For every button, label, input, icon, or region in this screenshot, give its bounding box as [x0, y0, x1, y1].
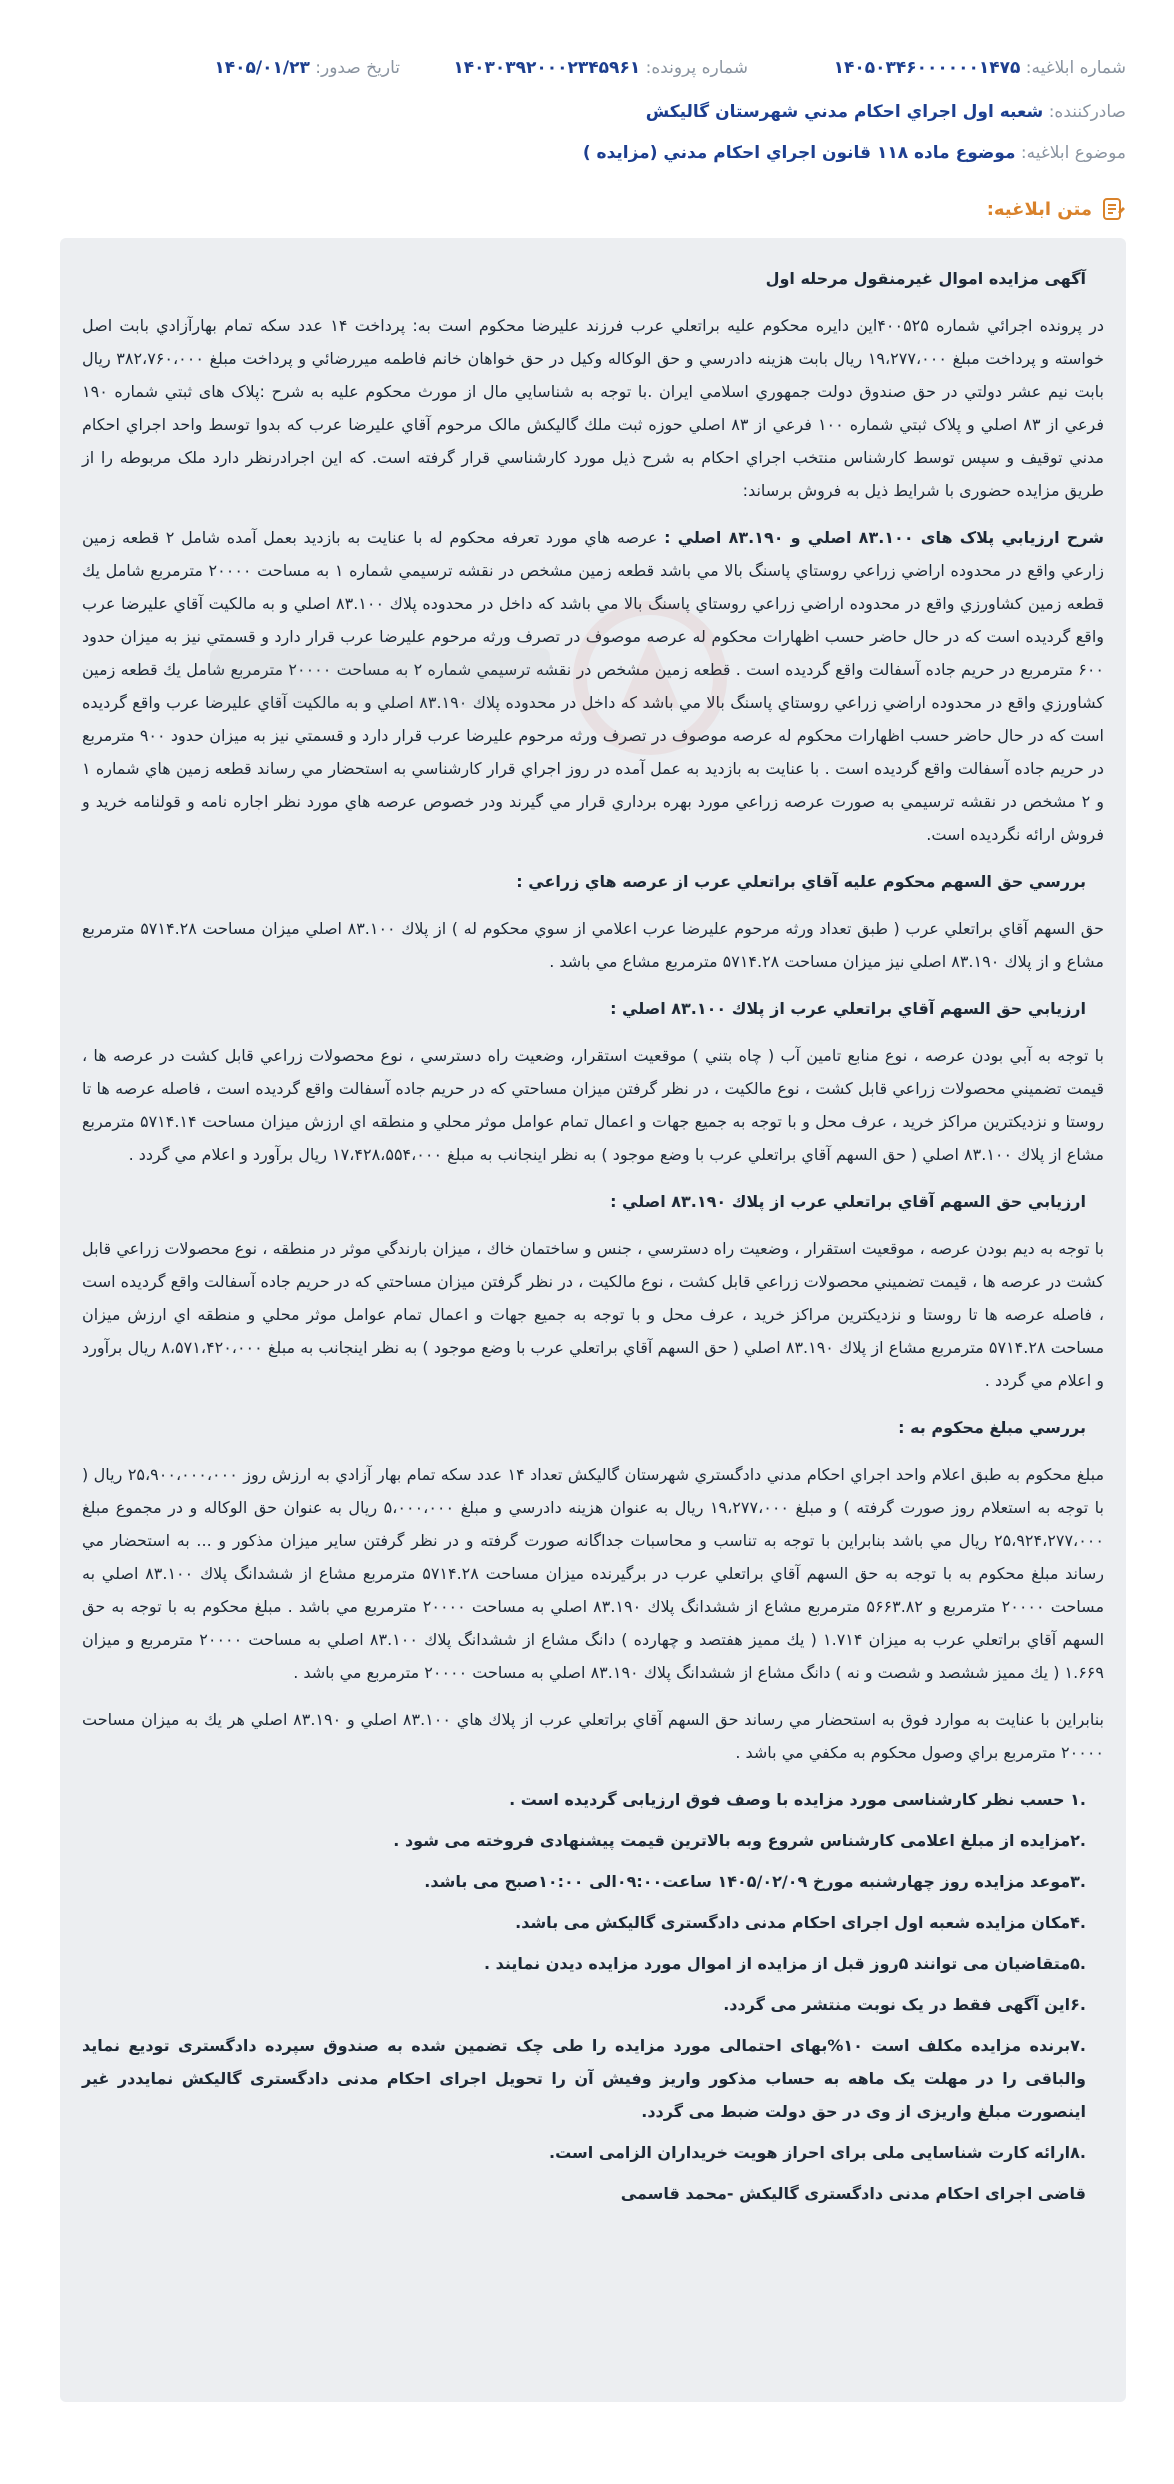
- paragraph-case-intro: در پرونده اجرائي شماره ۴۰۰۵۲۵اين دايره محكوم عليه براتعلي عرب فرزند عليرضا محكوم است به: پرداخت ۱۴ عدد سكه تمام بهارآزادي بابت اصل خواسته و پرداخت مبلغ ۱۹،۲۷۷،۰۰۰ ريال بابت هزينه دادرسي و حق الوكاله وكيل در حق خواهان خانم فاطمه ميررضائي و پرداخت مبلغ ۳۸۲،۷۶۰،۰۰۰ ريال بابت نيم عشر دولتي در حق صندوق دولت جمهوري اسلامي ايران .با توجه به شناسايي مال از مورث محكوم عليه به شرح :پلاک های ثبتي شماره ۱۹۰ فرعي از ۸۳ اصلي و پلاک ثبتي شماره ۱۰۰ فرعي از ۸۳ اصلي حوزه ثبت ملك گاليكش مالک مرحوم آقاي عليرضا عرب که بدوا توسط واحد اجراي احكام مدني توقيف و سپس توسط كارشناس منتخب اجراي احكام به شرح ذيل مورد كارشناسي قرار گرفته است. که این اجرادرنظر دارد ملک مربوطه را از طریق مزایده حضوری با شرایط ذیل به فروش برساند:: [82, 316, 1105, 500]
- paragraph-judgment-amount: مبلغ محكوم به طبق اعلام واحد اجراي احكام مدني دادگستري شهرستان گاليكش تعداد ۱۴ عدد سكه تمام بهار آزادي به ارزش روز ۲۵،۹۰۰،۰۰۰،۰۰۰ ريال ( با توجه به استعلام روز صورت گرفته ) و مبلغ ۱۹،۲۷۷،۰۰۰ ريال به عنوان هزينه دادرسي و مبلغ ۵،۰۰۰،۰۰۰ ريال به عنوان حق الوكاله و در مجموع مبلغ ۲۵،۹۲۴،۲۷۷،۰۰۰ ريال مي باشد بنابراين با توجه به تناسب و محاسبات جداگانه صورت گرفته و در نظر گرفتن ساير ميزان مذكور و ... به استحضار مي رساند مبلغ محكوم به با توجه به حق السهم آقاي براتعلي عرب در برگيرنده ميزان مساحت ۵۷۱۴.۲۸ مترمربع مشاع از ششدانگ پلاك ۸۳.۱۰۰ اصلي به مساحت ۲۰۰۰۰ مترمربع و ۵۶۶۳.۸۲ مترمربع مشاع از ششدانگ پلاك ۸۳.۱۹۰ اصلي به مساحت ۲۰۰۰۰ مترمربع مي باشد . مبلغ محكوم به با توجه به حق السهم آقاي براتعلي عرب به ميزان ۱.۷۱۴ ( يك مميز هفتصد و چهارده ) دانگ مشاع از ششدانگ پلاك ۸۳.۱۰۰ اصلي به مساحت ۲۰۰۰۰ مترمربع و ميزان ۱.۶۶۹ ( يك مميز ششصد و شصت و نه ) دانگ مشاع از ششدانگ پلاك ۸۳.۱۹۰ اصلي به مساحت ۲۰۰۰۰ مترمربع مي باشد .: [82, 1465, 1105, 1682]
- condition-item: .۲مزایده از مبلغ اعلامی کارشناس شروع وبه بالاترین قیمت پیشنهادی فروخته می شود .: [393, 1831, 1086, 1850]
- condition-item: .۱ حسب نظر کارشناسی مورد مزایده با وصف فوق ارزیابی گردیده است .: [509, 1790, 1086, 1809]
- paragraph-plots-description: [82, 521, 1104, 851]
- plot-190-valuation-heading: ارزيابي حق السهم آقاي براتعلي عرب از پلاك ۸۳.۱۹۰ اصلي :: [610, 1192, 1086, 1211]
- share-review-heading: بررسي حق السهم محكوم عليه آقاي براتعلي عرب از عرصه هاي زراعي :: [516, 872, 1086, 891]
- document-icon: [1100, 196, 1126, 222]
- header-row: [48, 58, 1126, 84]
- subject-value: موضوع ماده ۱۱۸ قانون اجراي احكام مدني (مزايده ): [582, 143, 1016, 163]
- notice-body-panel: [60, 238, 1126, 2402]
- paragraph-conclusion: بنابراين با عنايت به موارد فوق به استحضار مي رساند حق السهم آقاي براتعلي عرب از پلاك هاي ۸۳.۱۰۰ اصلي و ۸۳.۱۹۰ اصلي هر يك به ميزان مساحت ۲۰۰۰۰ مترمربع براي وصول محكوم به مكفي مي باشد .: [82, 1710, 1105, 1762]
- notice-text-title: [987, 196, 1126, 222]
- issuer-label: صادرکننده:: [1048, 102, 1126, 122]
- case-number-value: ۱۴۰۳۰۳۹۲۰۰۰۲۳۴۵۹۶۱: [453, 58, 641, 78]
- signature: قاضی اجرای احکام مدنی دادگستری گالیکش -محمد قاسمی: [620, 2184, 1086, 2203]
- issue-date-value: ۱۴۰۵/۰۱/۲۳: [214, 58, 310, 78]
- paragraph-share-review: حق السهم آقاي براتعلي عرب ( طبق تعداد ورثه مرحوم عليرضا عرب اعلامي از سوي محكوم له ) از پلاك ۸۳.۱۰۰ اصلي ميزان مساحت ۵۷۱۴.۲۸ مترمربع مشاع و از پلاك ۸۳.۱۹۰ اصلي نيز ميزان مساحت ۵۷۱۴.۲۸ مترمربع مشاع مي باشد .: [82, 919, 1105, 971]
- notice-number: [834, 58, 1126, 78]
- condition-item: .۳موعد مزایده روز چهارشنبه مورخ ۱۴۰۵/۰۲/۰۹ ساعت۰۹:۰۰الی ۱۰:۰۰صبح می باشد.: [424, 1872, 1086, 1891]
- notice-document: [82, 262, 1104, 2210]
- condition-item: .۵متقاضیان می توانند ۵روز قبل از مزایده از اموال مورد مزایده دیدن نمایند .: [483, 1954, 1086, 1973]
- paragraph-plot-100-valuation: با توجه به آبي بودن عرصه ، نوع منابع تامين آب ( چاه بتني ) موقعيت استقرار، وضعيت راه دسترسي ، نوع محصولات زراعي قابل كشت در عرصه ها ، قيمت تضميني محصولات زراعي قابل كشت ، نوع مالكيت ، در نظر گرفتن ميزان مساحتي كه در حريم جاده آسفالت واقع گرديده است ، فاصله عرصه ها تا روستا و نزديكترين مراكز خريد ، عرف محل و با توجه به جميع جهات و اعمال تمام عوامل موثر محلي و منطقه اي ارزش ميزان مساحت ۵۷۱۴.۱۴ مترمربع مشاع از پلاك ۸۳.۱۰۰ اصلي ( حق السهم آقاي براتعلي عرب با وضع موجود ) به نظر اينجانب به مبلغ ۱۷،۴۲۸،۵۵۴،۰۰۰ ريال برآورد و اعلام مي گردد .: [82, 1046, 1105, 1164]
- issuer-value: شعبه اول اجراي احكام مدني شهرستان گاليكش: [645, 102, 1044, 122]
- plots-description-text: عرصه هاي مورد تعرفه محكوم له با عنايت به بازديد بعمل آمده شامل ۲ قطعه زمين زارعي واقع در محدوده اراضي زراعي روستاي پاسنگ بالا مي باشد قطعه زمين مشخص در نقشه ترسيمي شماره ۱ به مساحت ۲۰۰۰۰ مترمربع شامل يك قطعه زمين كشاورزي واقع در محدوده اراضي زراعي روستاي پاسنگ بالا مي باشد كه داخل در محدوده پلاك ۸۳.۱۰۰ اصلي و به مالكيت آقاي عليرضا عرب واقع گرديده است كه در حال حاضر حسب اظهارات محكوم له عرصه موصوف در تصرف ورثه مرحوم عليرضا عرب قرار دارد و قسمتي نيز به ميزان حدود ۶۰۰ مترمربع در حريم جاده آسفالت واقع گرديده است . قطعه زمين مشخص در نقشه ترسيمي شماره ۲ به مساحت ۲۰۰۰۰ مترمربع شامل يك قطعه زمين كشاورزي واقع در محدوده اراضي زراعي روستاي پاسنگ بالا مي باشد كه داخل در محدوده پلاك ۸۳.۱۹۰ اصلي و به مالكيت آقاي عليرضا عرب واقع گرديده است كه در حال حاضر حسب اظهارات محكوم له عرصه موصوف در تصرف ورثه مرحوم عليرضا عرب قرار دارد و قسمتي نيز به ميزان حدود ۹۰۰ مترمربع در حريم جاده آسفالت واقع گرديده است . با عنايت به بازديد به عمل آمده در روز اجراي قرار كارشناسي به استحضار مي رساند قطعه زمين هاي شماره ۱ و ۲ مشخص در نقشه ترسيمي به صورت عرصه زراعي مورد بهره برداري قرار مي گيرند ودر خصوص عرصه هاي مورد نظر اجاره نامه و قولنامه خريد و فروش ارائه نگرديده است.: [82, 528, 1105, 844]
- plot-100-valuation-heading: ارزيابي حق السهم آقاي براتعلي عرب از پلاك ۸۳.۱۰۰ اصلي :: [610, 999, 1086, 1018]
- issuer-row: [48, 102, 1126, 122]
- issue-date: [214, 58, 400, 78]
- paragraph-plot-190-valuation: با توجه به ديم بودن عرصه ، موقعيت استقرار ، وضعيت راه دسترسي ، جنس و ساختمان خاك ، ميزان بارندگي موثر در منطقه ، نوع محصولات زراعي قابل كشت در عرصه ها ، قيمت تضميني محصولات زراعي قابل كشت ، نوع مالكيت ، در نظر گرفتن ميزان مساحتي كه در حريم جاده آسفالت واقع گرديده است ، فاصله عرصه ها تا روستا و نزديكترين مراكز خريد ، عرف محل و با توجه به جميع جهات و اعمال تمام عوامل موثر محلي و منطقه اي ارزش ميزان مساحت ۵۷۱۴.۲۸ مترمربع مشاع از پلاك ۸۳.۱۹۰ اصلي ( حق السهم آقاي براتعلي عرب با وضع موجود ) به نظر اينجانب به مبلغ ۸،۵۷۱،۴۲۰،۰۰۰ ريال برآورد و اعلام مي گردد .: [82, 1239, 1105, 1390]
- condition-item: .۸ارائه کارت شناسایی ملی برای احراز هویت خریداران الزامی است.: [549, 2143, 1086, 2162]
- condition-item: .۴مکان مزایده شعبه اول اجرای احکام مدنی دادگستری گالیکش می باشد.: [515, 1913, 1086, 1932]
- plots-description-title: شرح ارزيابي پلاک های ۸۳.۱۰۰ اصلي و ۸۳.۱۹۰ اصلي :: [664, 528, 1104, 547]
- condition-item: .۶این آگهی فقط در یک نوبت منتشر می گردد.: [723, 1995, 1086, 2014]
- judgment-amount-heading: بررسي مبلغ محكوم به :: [898, 1418, 1086, 1437]
- notice-number-label: شماره ابلاغیه:: [1025, 58, 1126, 78]
- subject-label: موضوع ابلاغیه:: [1020, 143, 1126, 163]
- notice-text-label: متن ابلاغیه:: [986, 198, 1092, 220]
- auction-heading: آگهی مزایده اموال غیرمنقول مرحله اول: [765, 269, 1086, 288]
- subject-row: [48, 143, 1126, 163]
- condition-item: .۷برنده مزایده مکلف است ۱۰%بهای احتمالی مورد مزایده را طی چک تضمین شده به صندوق سپرده دادگستری تودیع نماید والباقی را در مهلت یک ماهه به حساب مذکور واریز وفیش آن را تحویل اجرای احکام مدنی دادگستری گالیکش نمایددر غیر اینصورت مبلغ واریزی از وی در حق دولت ضبط می گردد.: [82, 2036, 1086, 2121]
- case-number: [453, 58, 748, 78]
- issue-date-label: تاریخ صدور:: [315, 58, 400, 78]
- notice-number-value: ۱۴۰۵۰۳۴۶۰۰۰۰۰۰۱۴۷۵: [833, 58, 1021, 78]
- case-number-label: شماره پرونده:: [645, 58, 748, 78]
